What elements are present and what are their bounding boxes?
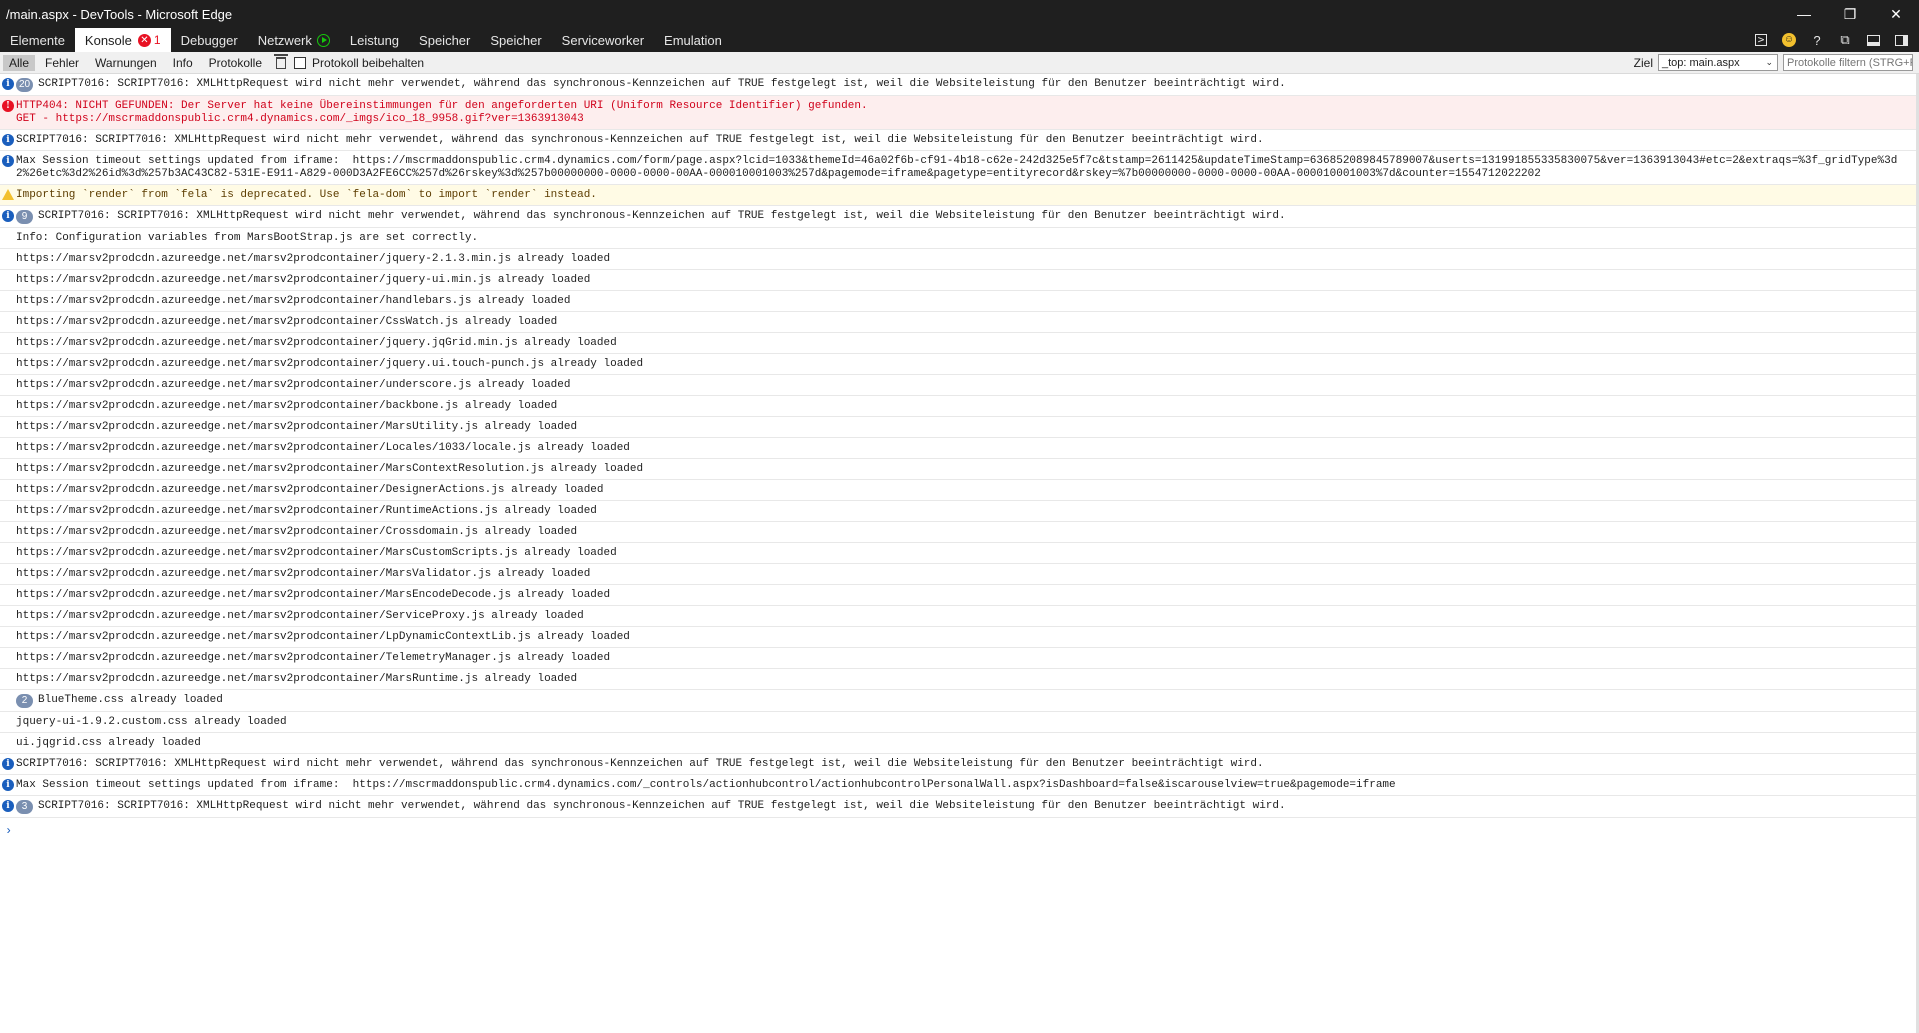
message-body	[16, 610, 1919, 623]
message-body	[16, 652, 1919, 665]
tab-label: Debugger	[180, 32, 238, 48]
message-body	[16, 673, 1919, 686]
console-message-warning[interactable]	[0, 185, 1919, 206]
terminal-icon: >	[1755, 34, 1768, 46]
repeat-count-badge: 2	[16, 694, 33, 708]
message-text: SCRIPT7016: SCRIPT7016: XMLHttpRequest wird nicht mehr verwendet, während das synchronous-Kennzeichen auf TRUE festgelegt ist, weil die Websiteleistung für den Benutzer beeinträchtigt wird.	[38, 210, 1286, 222]
message-text: SCRIPT7016: SCRIPT7016: XMLHttpRequest wird nicht mehr verwendet, während das synchronous-Kennzeichen auf TRUE festgelegt ist, weil die Websiteleistung für den Benutzer beeinträchtigt wird.	[38, 78, 1286, 90]
tab-speicher-2[interactable]	[480, 28, 551, 52]
console-message-info[interactable]	[0, 796, 1919, 818]
devtools-right-tools	[1747, 28, 1919, 52]
message-text: Max Session timeout settings updated from iframe: https://mscrmaddonspublic.crm4.dynamics.com/form/page.aspx?lcid=1033&themeId=46a02f6b-cf91-4b18-c62e-242d325e5f7c&tstamp=2611425&updateTimeStamp=636852089845789007&userts=131991855335830075&ver=1363913043#etc=2&extraqs=%3f_gridType%3d2%26etc%3d2%26id%3d%257b3AC43C82-531E-E911-A829-000D3A2FE6CC%257d%26rskey%3d%257b00000000-0000-0000-00AA-000010001003%257d&pagemode=iframe&pagetype=entityrecord&rskey=%7b00000000-0000-0000-00AA-000010001003%7d&counter=1554712022202	[16, 155, 1898, 180]
message-text: https://marsv2prodcdn.azureedge.net/marsv2prodcontainer/handlebars.js already loaded	[16, 295, 571, 307]
target-select[interactable]	[1658, 54, 1778, 71]
console-prompt[interactable]: ›	[5, 824, 13, 838]
console-message-info[interactable]	[0, 130, 1919, 151]
message-text: https://marsv2prodcdn.azureedge.net/marsv2prodcontainer/LpDynamicContextLib.js already loaded	[16, 631, 630, 643]
info-icon: i	[2, 779, 14, 791]
console-message-log[interactable]	[0, 228, 1919, 249]
console-message-log[interactable]	[0, 648, 1919, 669]
repeat-count-badge: 9	[16, 210, 33, 224]
tab-label: Leistung	[349, 32, 400, 48]
console-message-log[interactable]	[0, 396, 1919, 417]
repeat-count-badge: 20	[16, 78, 33, 92]
console-message-info[interactable]	[0, 151, 1919, 185]
message-gutter	[0, 758, 16, 770]
console-message-info[interactable]	[0, 775, 1919, 796]
tab-label: Serviceworker	[561, 32, 645, 48]
message-text: https://marsv2prodcdn.azureedge.net/marsv2prodcontainer/Crossdomain.js already loaded	[16, 526, 578, 538]
message-body	[16, 316, 1919, 329]
message-gutter	[0, 779, 16, 791]
tab-elemente[interactable]	[0, 28, 75, 52]
error-icon: ✕	[138, 34, 151, 47]
filter-logs-button[interactable]: Protokolle	[208, 55, 263, 70]
console-message-log[interactable]	[0, 627, 1919, 648]
message-text: https://marsv2prodcdn.azureedge.net/marsv2prodcontainer/ServiceProxy.js already loaded	[16, 610, 584, 622]
message-text: https://marsv2prodcdn.azureedge.net/marsv2prodcontainer/jquery-2.1.3.min.js already loaded	[16, 253, 611, 265]
console-message-log[interactable]	[0, 480, 1919, 501]
console-message-log[interactable]	[0, 564, 1919, 585]
message-text: SCRIPT7016: SCRIPT7016: XMLHttpRequest wird nicht mehr verwendet, während das synchronous-Kennzeichen auf TRUE festgelegt ist, weil die Websiteleistung für den Benutzer beeinträchtigt wird.	[16, 134, 1264, 146]
filter-all-button[interactable]: Alle	[3, 55, 35, 71]
help-icon: ?	[1813, 32, 1821, 48]
message-body	[16, 505, 1919, 518]
error-icon: !	[2, 100, 14, 112]
console-message-log[interactable]	[0, 333, 1919, 354]
message-text: https://marsv2prodcdn.azureedge.net/marsv2prodcontainer/MarsUtility.js already loaded	[16, 421, 578, 433]
console-message-log[interactable]	[0, 249, 1919, 270]
console-message-log[interactable]	[0, 375, 1919, 396]
message-body	[16, 295, 1919, 308]
message-body	[16, 631, 1919, 644]
message-body	[16, 400, 1919, 413]
filter-logs-input[interactable]	[1783, 54, 1913, 71]
message-gutter	[0, 155, 16, 167]
message-text: https://marsv2prodcdn.azureedge.net/marsv2prodcontainer/MarsCustomScripts.js already loaded	[16, 547, 617, 559]
info-icon: i	[2, 155, 14, 167]
message-body	[16, 210, 1919, 224]
message-body	[16, 484, 1919, 497]
message-body	[16, 100, 1919, 126]
info-icon: i	[2, 800, 14, 812]
tab-label: Speicher	[419, 32, 471, 48]
message-body	[16, 379, 1919, 392]
info-icon: i	[2, 758, 14, 770]
message-text: HTTP404: NICHT GEFUNDEN: Der Server hat keine Übereinstimmungen für den angeforderten URI (Uniform Resource Identifier) gefunden. GET - https://mscrmaddonspublic.crm4.dynamics.com/_imgs/ico_18_9958.gif?ver=1363913043	[16, 100, 868, 125]
message-text: https://marsv2prodcdn.azureedge.net/marsv2prodcontainer/jquery-ui.min.js already loaded	[16, 274, 591, 286]
target-select-value: _top: main.aspx	[1662, 56, 1740, 69]
message-body	[16, 358, 1919, 371]
console-message-info[interactable]	[0, 206, 1919, 228]
error-count: 1	[153, 33, 161, 47]
message-gutter	[0, 100, 16, 112]
message-text: https://marsv2prodcdn.azureedge.net/marsv2prodcontainer/MarsContextResolution.js already loaded	[16, 463, 644, 475]
console-toolbar	[0, 52, 1919, 74]
console-message-log[interactable]	[0, 417, 1919, 438]
console-message-log[interactable]	[0, 291, 1919, 312]
message-body	[16, 779, 1919, 792]
message-text: https://marsv2prodcdn.azureedge.net/marsv2prodcontainer/TelemetryManager.js already loaded	[16, 652, 611, 664]
message-text: Max Session timeout settings updated from iframe: https://mscrmaddonspublic.crm4.dynamics.com/_controls/actionhubcontrol/actionhubcontrolPersonalWall.aspx?isDashboard=false&iscarouselview=true&pagemode=iframe	[16, 779, 1396, 791]
message-text: ui.jqgrid.css already loaded	[16, 737, 201, 749]
choose-target-button[interactable]	[1831, 28, 1859, 52]
filter-warnings-button[interactable]: Warnungen	[95, 55, 157, 70]
tab-netzwerk[interactable]	[248, 28, 340, 52]
repeat-count-badge: 3	[16, 800, 33, 814]
tab-leistung[interactable]	[340, 28, 409, 52]
message-body	[16, 155, 1919, 181]
console-log	[0, 74, 1919, 818]
smiley-icon: ☺	[1783, 34, 1795, 45]
message-text: SCRIPT7016: SCRIPT7016: XMLHttpRequest wird nicht mehr verwendet, während das synchronous-Kennzeichen auf TRUE festgelegt ist, weil die Websiteleistung für den Benutzer beeinträchtigt wird.	[38, 800, 1286, 812]
message-body	[16, 463, 1919, 476]
tab-label: Emulation	[664, 32, 722, 48]
console-message-log[interactable]	[0, 690, 1919, 712]
message-text: https://marsv2prodcdn.azureedge.net/marsv2prodcontainer/jquery.jqGrid.min.js already loaded	[16, 337, 617, 349]
warning-icon	[2, 189, 14, 200]
console-message-log[interactable]	[0, 270, 1919, 291]
message-body	[16, 78, 1919, 92]
console-message-log[interactable]	[0, 522, 1919, 543]
message-gutter	[0, 800, 16, 812]
message-text: https://marsv2prodcdn.azureedge.net/marsv2prodcontainer/jquery.ui.touch-punch.js already loaded	[16, 358, 644, 370]
message-body	[16, 134, 1919, 147]
message-body	[16, 589, 1919, 602]
console-message-log[interactable]	[0, 712, 1919, 733]
message-text: Info: Configuration variables from MarsBootStrap.js are set correctly.	[16, 232, 479, 244]
tab-speicher[interactable]	[409, 28, 480, 52]
message-body	[16, 694, 1919, 708]
message-text: https://marsv2prodcdn.azureedge.net/marsv2prodcontainer/RuntimeActions.js already loaded	[16, 505, 597, 517]
console-message-info[interactable]	[0, 74, 1919, 96]
message-gutter	[0, 210, 16, 222]
console-message-info[interactable]	[0, 754, 1919, 775]
dock-bottom-icon	[1867, 35, 1880, 46]
message-text: https://marsv2prodcdn.azureedge.net/marsv2prodcontainer/DesignerActions.js already loaded	[16, 484, 604, 496]
console-message-log[interactable]	[0, 312, 1919, 333]
console-message-log[interactable]	[0, 543, 1919, 564]
window-titlebar	[0, 0, 1919, 28]
tab-debugger[interactable]	[171, 28, 248, 52]
console-message-log[interactable]	[0, 459, 1919, 480]
feedback-button[interactable]	[1775, 28, 1803, 52]
message-body	[16, 253, 1919, 266]
chevron-down-icon: ⌄	[1765, 57, 1773, 67]
message-text: Importing `render` from `fela` is deprecated. Use `fela-dom` to import `render` instead.	[16, 189, 597, 201]
message-body	[16, 800, 1919, 814]
tab-serviceworker[interactable]	[552, 28, 654, 52]
devtools-tabbar	[0, 28, 1919, 52]
window-controls	[1781, 0, 1919, 28]
console-drawer-button[interactable]	[1747, 28, 1775, 52]
help-button[interactable]	[1803, 28, 1831, 52]
message-text: https://marsv2prodcdn.azureedge.net/marsv2prodcontainer/backbone.js already loaded	[16, 400, 558, 412]
message-body	[16, 526, 1919, 539]
maximize-button[interactable]: ❐	[1843, 5, 1857, 22]
console-message-log[interactable]	[0, 354, 1919, 375]
tab-label: Konsole	[84, 32, 132, 48]
error-badge	[138, 33, 161, 47]
target-label: Ziel	[1633, 55, 1653, 70]
preserve-log-checkbox[interactable]	[294, 57, 306, 69]
dock-right-icon	[1895, 35, 1908, 46]
message-body	[16, 337, 1919, 350]
message-body	[16, 274, 1919, 287]
tab-label: Speicher	[490, 32, 542, 48]
console-message-log[interactable]	[0, 585, 1919, 606]
message-text: BlueTheme.css already loaded	[38, 694, 223, 706]
message-body	[16, 547, 1919, 560]
message-body	[16, 716, 1919, 729]
message-gutter	[0, 189, 16, 200]
message-body	[16, 442, 1919, 455]
message-text: SCRIPT7016: SCRIPT7016: XMLHttpRequest wird nicht mehr verwendet, während das synchronous-Kennzeichen auf TRUE festgelegt ist, weil die Websiteleistung für den Benutzer beeinträchtigt wird.	[16, 758, 1264, 770]
message-text: https://marsv2prodcdn.azureedge.net/marsv2prodcontainer/MarsValidator.js already loaded	[16, 568, 591, 580]
message-text: https://marsv2prodcdn.azureedge.net/marsv2prodcontainer/underscore.js already loaded	[16, 379, 571, 391]
console-message-log[interactable]	[0, 606, 1919, 627]
console-message-log[interactable]	[0, 669, 1919, 690]
message-body	[16, 421, 1919, 434]
info-icon: i	[2, 134, 14, 146]
record-play-icon[interactable]	[317, 34, 330, 47]
message-body	[16, 568, 1919, 581]
info-icon: i	[2, 210, 14, 222]
target-icon: ⧉	[1840, 32, 1850, 47]
message-gutter	[0, 134, 16, 146]
tab-spacer	[732, 28, 1747, 52]
message-text: jquery-ui-1.9.2.custom.css already loaded	[16, 716, 287, 728]
message-body	[16, 737, 1919, 750]
message-text: https://marsv2prodcdn.azureedge.net/marsv2prodcontainer/MarsEncodeDecode.js already loaded	[16, 589, 611, 601]
message-body	[16, 189, 1919, 202]
tab-label: Netzwerk	[257, 32, 312, 48]
console-message-log[interactable]	[0, 501, 1919, 522]
dock-right-button[interactable]	[1887, 28, 1915, 52]
message-text: https://marsv2prodcdn.azureedge.net/marsv2prodcontainer/CssWatch.js already loaded	[16, 316, 558, 328]
dock-bottom-button[interactable]	[1859, 28, 1887, 52]
tab-konsole[interactable]	[75, 28, 171, 52]
message-text: https://marsv2prodcdn.azureedge.net/marsv2prodcontainer/MarsRuntime.js already loaded	[16, 673, 578, 685]
message-text: https://marsv2prodcdn.azureedge.net/marsv2prodcontainer/Locales/1033/locale.js already loaded	[16, 442, 630, 454]
filter-info-button[interactable]: Info	[172, 55, 193, 70]
filter-errors-button[interactable]: Fehler	[45, 55, 80, 70]
info-icon: i	[2, 78, 14, 90]
clear-console-icon[interactable]	[276, 57, 286, 69]
close-button[interactable]: ✕	[1890, 5, 1902, 22]
preserve-log-label: Protokoll beibehalten	[312, 55, 425, 70]
message-body	[16, 232, 1919, 245]
minimize-button[interactable]: —	[1797, 6, 1811, 22]
tab-emulation[interactable]	[654, 28, 732, 52]
message-gutter	[0, 78, 16, 90]
message-body	[16, 758, 1919, 771]
tab-label: Elemente	[10, 32, 65, 48]
console-message-error[interactable]	[0, 96, 1919, 130]
window-title: /main.aspx - DevTools - Microsoft Edge	[6, 6, 233, 22]
console-message-log[interactable]	[0, 733, 1919, 754]
console-message-log[interactable]	[0, 438, 1919, 459]
